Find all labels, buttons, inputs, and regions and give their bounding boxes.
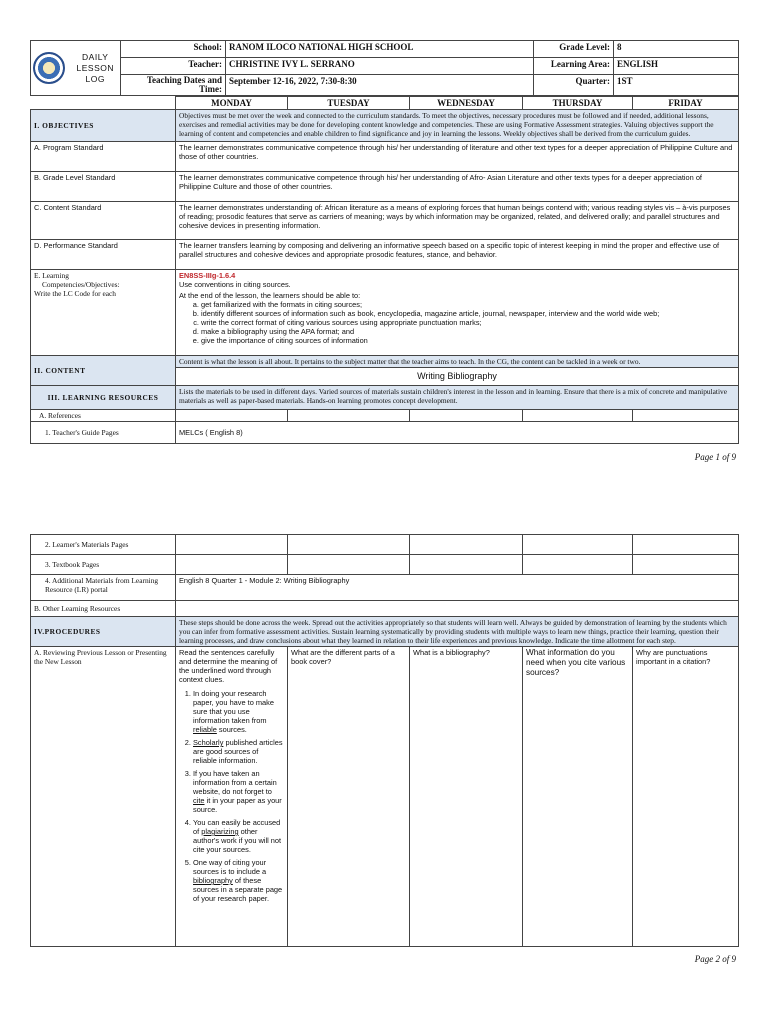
- content-title: II. CONTENT: [31, 356, 176, 386]
- teacher-value: CHRISTINE IVY L. SERRANO: [226, 58, 534, 75]
- teachers-guide-label: 1. Teacher's Guide Pages: [31, 422, 176, 444]
- sentence-text: You can easily be accused of: [193, 818, 281, 836]
- lc-objective-item: d. make a bibliography using the APA format; and: [201, 327, 735, 336]
- day-header-wednesday: WEDNESDAY: [410, 97, 523, 110]
- teaching-dates-value: September 12-16, 2022, 7:30-8:30: [226, 75, 534, 96]
- sentence-text: sources.: [216, 725, 247, 734]
- underlined-word: cite: [193, 796, 205, 805]
- sentence-text: One way of citing your sources is to include a: [193, 858, 267, 876]
- performance-standard-label: D. Performance Standard: [31, 240, 176, 270]
- learning-area-value: ENGLISH: [614, 58, 739, 75]
- wednesday-review-cell: What is a bibliography?: [410, 647, 523, 947]
- sentence-text: published articles are good sources of reliable information.: [193, 738, 283, 765]
- grade-level-label: Grade Level:: [534, 41, 614, 58]
- content-standard-label: C. Content Standard: [31, 202, 176, 240]
- objectives-note: Objectives must be met over the week and connected to the curriculum standards. To meet the objectives, necessary procedures must be followed and if needed, additional lessons, exercises and remedial activities may be done for developing content knowledge and competencies. These are using Formative Assessment strategies. Valuing objectives support the learning of content and competencies and enable children to find significance and joy in learning the lessons. Weekly objectives shall be derived from the curriculum guides.: [176, 110, 739, 142]
- grade-level-value: 8: [614, 41, 739, 58]
- procedures-title: IV.PROCEDURES: [31, 617, 176, 647]
- teaching-dates-label: Teaching Dates and Time:: [121, 75, 226, 96]
- program-standard-label: A. Program Standard: [31, 142, 176, 172]
- lc-objective-item: b. identify different sources of information such as book, encyclopedia, magazine article, journal, newspaper, interview and the world wide web;: [201, 309, 735, 318]
- teachers-guide-value: MELCs ( English 8): [176, 422, 739, 444]
- content-standard-text: The learner demonstrates understanding of: African literature as a means of exploring forces that human beings contend with; various reading styles vis – à-vis purposes of reading; prosodic features that serve as carriers of meaning; ways by which information may be organized, related, and delivered orally; and parallel structures and cohesive devices in presenting information.: [176, 202, 739, 240]
- underlined-word: Scholarly: [193, 738, 224, 747]
- school-label: School:: [121, 41, 226, 58]
- grade-level-standard-label: B. Grade Level Standard: [31, 172, 176, 202]
- grade-level-standard-text: The learner demonstrates communicative competence through his/ her understanding of Afro- Asian Literature and other texts types for a deeper appreciation of Philippine Culture and those of other countries.: [176, 172, 739, 202]
- sentence-item: [193, 818, 284, 854]
- header-table: [30, 40, 739, 96]
- school-value: RANOM ILOCO NATIONAL HIGH SCHOOL: [226, 41, 534, 58]
- page-2: [0, 500, 768, 1024]
- lc-label-line2: Competencies/Objectives:: [42, 280, 120, 289]
- textbook-pages-label: 3. Textbook Pages: [31, 555, 176, 575]
- sentence-item: [193, 769, 284, 814]
- references-label: A. References: [31, 410, 176, 422]
- deped-seal-icon: [33, 52, 65, 84]
- content-value: Writing Bibliography: [176, 368, 739, 386]
- page-number-2: Page 2 of 9: [694, 954, 736, 964]
- lc-label-line1: E. Learning: [34, 271, 69, 280]
- resources-procedures-table: [30, 534, 739, 947]
- dll-title: DAILY LESSON LOG: [71, 41, 121, 96]
- other-resources-label: B. Other Learning Resources: [31, 601, 176, 617]
- lc-code: EN8SS-IIIg-1.6.4: [179, 271, 236, 280]
- friday-review-cell: Why are punctuations important in a citation?: [633, 647, 739, 947]
- learning-competencies-content: [176, 270, 739, 356]
- performance-standard-text: The learner transfers learning by composing and delivering an informative speech based on a specific topic of interest keeping in mind the proper and effective use of parallel structures and cohesive devices and appropriate prosodic features, stance, and behavior.: [176, 240, 739, 270]
- day-header-friday: FRIDAY: [633, 97, 739, 110]
- quarter-label: Quarter:: [534, 75, 614, 96]
- day-header-thursday: THURSDAY: [523, 97, 633, 110]
- objectives-title: I. OBJECTIVES: [31, 110, 176, 142]
- learning-resources-title: III. LEARNING RESOURCES: [31, 386, 176, 410]
- lc-label-line3: Write the LC Code for each: [34, 289, 116, 298]
- procedures-note: These steps should be done across the week. Spread out the activities appropriately so that students will learn well. Always be guided by demonstration of learning by the students which you can infer from formative assessment activities. Sustain learning systematically by providing students with multiple ways to learn new things, practice their learning, question their learning processes, and draw conclusions about what they learned in relation to their life experiences and previous knowledge. Indicate the time allotment for each step.: [176, 617, 739, 647]
- quarter-value: 1ST: [614, 75, 739, 96]
- monday-review-cell: [176, 647, 288, 947]
- learning-area-label: Learning Area:: [534, 58, 614, 75]
- additional-materials-label: 4. Additional Materials from Learning Resource (LR) portal: [31, 575, 176, 601]
- underlined-word: bibliography: [193, 876, 233, 885]
- sentence-text: it in your paper as your source.: [193, 796, 282, 814]
- content-note: Content is what the lesson is all about. It pertains to the subject matter that the teacher aims to teach. In the CG, the content can be tackled in a week or two.: [176, 356, 739, 368]
- objectives-table: [30, 96, 739, 444]
- learning-competencies-label: [31, 270, 176, 356]
- context-clue-sentences: [179, 689, 284, 903]
- review-lesson-label: A. Reviewing Previous Lesson or Presenting the New Lesson: [31, 647, 176, 947]
- sentence-text: If you have taken an information from a certain website, do not forget to: [193, 769, 277, 796]
- lc-objective-item: a. get familiarized with the formats in citing sources;: [201, 300, 735, 309]
- sentence-item: [193, 738, 284, 765]
- program-standard-text: The learner demonstrates communicative competence through his/ her understanding of literature and other text types for a deeper appreciation of Philippine Culture and those of other countries.: [176, 142, 739, 172]
- additional-materials-value: English 8 Quarter 1 - Module 2: Writing Bibliography: [176, 575, 739, 601]
- sentence-text: of these sources in a separate page of your research paper.: [193, 876, 283, 903]
- lc-text: Use conventions in citing sources.: [179, 280, 291, 289]
- sentence-text: other author's work if you will not cite your sources.: [193, 827, 282, 854]
- tuesday-review-cell: What are the different parts of a book cover?: [288, 647, 410, 947]
- teacher-label: Teacher:: [121, 58, 226, 75]
- lc-objective-item: c. write the correct format of citing various sources using appropriate punctuation marks;: [201, 318, 735, 327]
- lc-objectives-list: [179, 300, 735, 345]
- lc-objective-item: e. give the importance of citing sources of information: [201, 336, 735, 345]
- underlined-word: reliable: [193, 725, 217, 734]
- underlined-word: plagiarizing: [201, 827, 239, 836]
- monday-review-intro: Read the sentences carefully and determine the meaning of the underlined word through context clues.: [179, 648, 278, 684]
- thursday-review-cell: What information do you need when you cite various sources?: [523, 647, 633, 947]
- day-header-tuesday: TUESDAY: [288, 97, 410, 110]
- learning-resources-note: Lists the materials to be used in different days. Varied sources of materials sustain children's interest in the lesson and in learning. Ensure that there is a mix of concrete and manipulative materials as well as paper-based materials. Hands-on learning promotes concept development.: [176, 386, 739, 410]
- day-header-monday: MONDAY: [176, 97, 288, 110]
- lc-intro: At the end of the lesson, the learners should be able to:: [179, 291, 361, 300]
- page-number-1: Page 1 of 9: [694, 452, 736, 462]
- sentence-text: In doing your research paper, you have to make sure that you use information taken from: [193, 689, 274, 725]
- page-1: [0, 0, 768, 500]
- learners-materials-label: 2. Learner's Materials Pages: [31, 535, 176, 555]
- sentence-item: [193, 689, 284, 734]
- sentence-item: [193, 858, 284, 903]
